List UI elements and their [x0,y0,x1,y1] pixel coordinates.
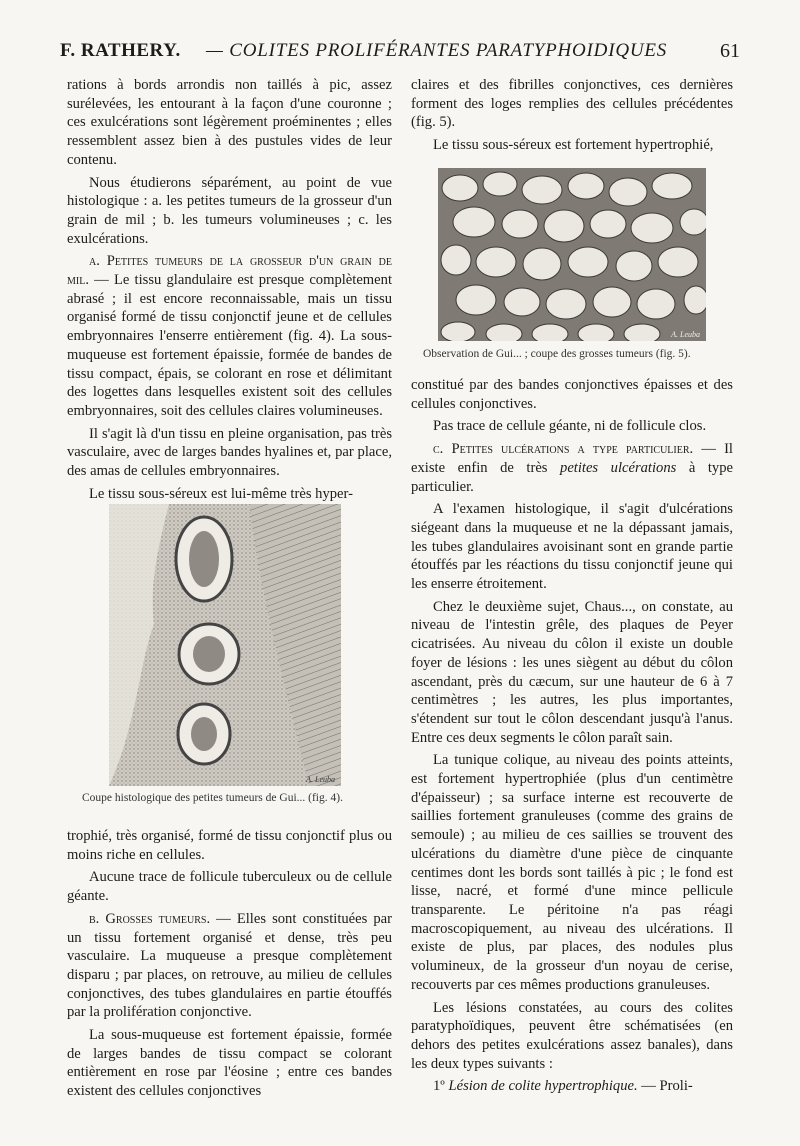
paragraph: c. Petites ulcérations a type particulier. — Il existe enfin de très petites ulcérations à type particulier. [411,441,733,495]
figure-4-caption: Coupe histologique des petites tumeurs de Gui... (fig. 4). [82,792,343,804]
paragraph: rations à bords arrondis non taillés à pic, assez surélevées, les entourant à la façon d'une couronne ; ces exulcérations sont légèrement proéminentes ; elles ressemblent assez bien à des pustules vides de leur contenu. [67,77,392,168]
figure-5-caption: Observation de Gui... ; coupe des grosses tumeurs (fig. 5). [423,348,691,360]
paragraph: constitué par des bandes conjonctives épaisses et des cellules conjonctives. [411,377,733,412]
paragraph: La tunique colique, au niveau des points atteints, est fortement hypertrophiée (plus d'un centimètre d'épaisseur) ; sa surface interne est recouverte de saillies fortement granuleuses (comme des grains de semoule) ; au milieu de ces saillies se trouvent des ulcérations du diamètre d'une pièce de cinquante centimes dont les bords sont taillés à pic ; le fond est lisse, nacré, et formé d'une mince pellicule transparente. Le péritoine n'a pas réagi macroscopiquement, au niveau des ulcérations. Il existe de plus, par places, des nodules plus volumineux, de la grosseur d'un noyau de cerise, recouverts par ces mêmes productions granuleuses. [411,752,733,993]
section-heading: b. Grosses tumeurs. [89,910,211,927]
right-column-upper [411,76,733,159]
histology-illustration [109,504,341,786]
paragraph: Les lésions constatées, au cours des colites paratyphoïdiques, peuvent être schématisées (en dehors des petites exulcérations assez banales), dans les deux types suivants : [411,999,733,1072]
header-title: — COLITES PROLIFÉRANTES PARATYPHOIDIQUES [206,40,668,61]
paragraph: Nous étudierons séparément, au point de vue histologique : a. les petites tumeurs de la grosseur d'un grain de mil ; b. les tumeurs volumineuses ; c. les exulcérations. [67,174,392,247]
section-heading: a. Petites tumeurs de la grosseur d'un grain de mil. [67,253,392,289]
figure-5-histology [438,168,706,341]
paragraph: Il s'agit là d'un tissu en pleine organisation, pas très vasculaire, avec de larges bandes hyalines et, par place, des amas de cellules embryonnaires. [67,425,392,480]
right-column-lower [411,376,733,1100]
paragraph: Aucune trace de follicule tuberculeux ou de cellule géante. [67,869,392,905]
paragraph: a. Petites tumeurs de la grosseur d'un grain de mil. — Le tissu glandulaire est presque complètement abrasé ; il est encore reconnaissable, mais un tissu organisé formé de tissu conjonctif jeune et de cellules embryonnaires l'enserre entièrement (fig. 4). La sous-muqueuse est fortement épaissie, formée de bandes de tissu compact, épais, se colorant en rose et délimitant des logettes dans lesquelles existent soit des cellules embryonnaires, soit des cellules claires volumineuses. [67,253,392,419]
page-number: 61 [720,40,740,62]
paragraph: b. Grosses tumeurs. — Elles sont constituées par un tissu fortement organisé et dense, très peu vasculaire. La muqueuse a presque complètement disparu ; par places, on retrouve, au milieu de cellules conjonctives, des tubes glandulaires en partie étouffés par la prolifération conjonctive. [67,910,392,1021]
figure-4-histology [109,504,341,786]
artist-signature: A. Leuba [671,330,700,339]
left-column-upper [67,76,392,507]
paragraph: Pas trace de cellule géante, ni de follicule clos. [433,418,707,435]
paragraph: Chez le deuxième sujet, Chaus..., on constate, au niveau de l'intestin grêle, des plaques de Peyer cicatrisées. Au niveau du côlon il existe un double foyer de lésions : les unes siègent au début du côlon ascendant, près du cæcum, sur une hauteur de 6 à 7 centimètres ; les autres, les plus importantes, s'étendent sur tout le côlon descendant jusqu'à l'anus. Entre ces deux segments le côlon paraît sain. [411,598,733,746]
paragraph: claires et des fibrilles conjonctives, ces dernières forment des loges remplies des cellules précédentes (fig. 5). [411,77,733,131]
paragraph: Le tissu sous-séreux est fortement hypertrophié, [433,137,714,154]
header-author: F. RATHERY. [60,40,181,61]
running-header [60,40,740,74]
histology-illustration [438,168,706,341]
paragraph: A l'examen histologique, il s'agit d'ulcérations siégeant dans la muqueuse et ne la dépassant jamais, les tubes glandulaires avoisinant sont en grande partie étouffés par les réactions du tissu conjonctif jeune qui les enserre étroitement. [411,501,733,593]
paragraph: La sous-muqueuse est fortement épaissie, formée de larges bandes de tissu compact se colorant entièrement en rose par l'éosine ; entre ces bandes existent des cellules conjonctives [67,1027,392,1100]
section-heading: c. Petites ulcérations a type particulier. [433,441,694,458]
artist-signature: A. Leuba [306,775,335,784]
paragraph: Le tissu sous-séreux est lui-même très hyper- [89,485,353,502]
paragraph: 1º Lésion de colite hypertrophique. — Proli- [433,1078,693,1095]
paragraph: trophié, très organisé, formé de tissu conjonctif plus ou moins riche en cellules. [67,828,392,863]
left-column-lower [67,827,392,1105]
